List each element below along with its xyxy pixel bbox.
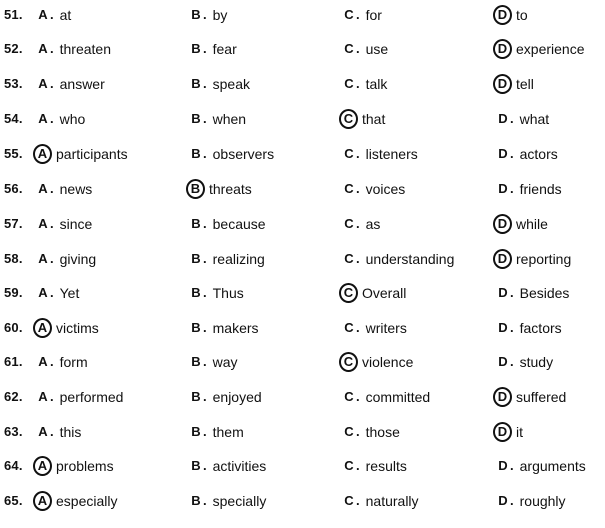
option-letter: D (498, 493, 508, 508)
option-text: since (59, 216, 93, 232)
option-letter: A (38, 7, 48, 22)
option-letter: B (191, 424, 201, 439)
question-row (0, 486, 605, 516)
circled-option-letter: A (33, 491, 52, 511)
option-letter: B (191, 111, 201, 126)
option-text: when (212, 111, 247, 127)
option-text: realizing (212, 251, 265, 267)
option-letter: C (344, 146, 354, 161)
circled-option-letter: D (493, 214, 512, 234)
option-a-selected[interactable] (36, 146, 128, 164)
option-letter: B (191, 251, 201, 266)
option-b[interactable] (189, 354, 238, 372)
option-text: form (59, 354, 88, 370)
option-d-selected[interactable] (496, 389, 566, 407)
question-row (0, 347, 605, 377)
option-text: committed (365, 389, 431, 405)
option-text: especially (56, 493, 118, 509)
circled-option-letter: C (339, 283, 358, 303)
option-d-selected[interactable] (496, 7, 528, 25)
option-dot: . (510, 354, 514, 369)
option-c-selected[interactable] (342, 285, 406, 303)
option-letter: B (191, 41, 201, 56)
option-text: what (519, 111, 550, 127)
option-text: while (516, 216, 548, 232)
option-letter: D (498, 146, 508, 161)
option-text: threaten (59, 41, 111, 57)
option-text: makers (212, 320, 259, 336)
option-dot: . (203, 424, 207, 439)
option-d-selected[interactable] (496, 424, 523, 442)
question-number: 52. (4, 41, 23, 56)
option-text: understanding (365, 251, 455, 267)
option-text: actors (519, 146, 558, 162)
question-row (0, 69, 605, 99)
option-letter: C (344, 389, 354, 404)
option-c[interactable] (342, 216, 380, 234)
option-d[interactable] (496, 111, 549, 129)
option-text: tell (516, 76, 534, 92)
option-dot: . (356, 251, 360, 266)
option-c[interactable] (342, 493, 419, 511)
option-a[interactable] (36, 251, 96, 269)
option-c[interactable] (342, 181, 405, 199)
option-letter: D (498, 285, 508, 300)
option-dot: . (356, 181, 360, 196)
option-dot: . (203, 493, 207, 508)
option-dot: . (50, 216, 54, 231)
option-letter: C (344, 41, 354, 56)
option-b[interactable] (189, 76, 250, 94)
option-text: writers (365, 320, 407, 336)
option-dot: . (356, 493, 360, 508)
question-number: 51. (4, 7, 23, 22)
option-dot: . (50, 181, 54, 196)
option-text: Besides (519, 285, 570, 301)
option-dot: . (356, 7, 360, 22)
option-text: performed (59, 389, 124, 405)
question-number: 62. (4, 389, 23, 404)
option-text: fear (212, 41, 237, 57)
option-c[interactable] (342, 320, 407, 338)
option-b[interactable] (189, 251, 265, 269)
option-dot: . (356, 146, 360, 161)
option-text: them (212, 424, 244, 440)
option-c[interactable] (342, 146, 418, 164)
circled-option-letter: A (33, 456, 52, 476)
option-text: participants (56, 146, 128, 162)
option-b-selected[interactable] (189, 181, 252, 199)
question-number: 54. (4, 111, 23, 126)
option-letter: B (191, 354, 201, 369)
option-letter: D (498, 111, 508, 126)
option-c[interactable] (342, 76, 387, 94)
circled-option-letter: B (186, 179, 205, 199)
option-text: results (365, 458, 407, 474)
circled-option-letter: D (493, 5, 512, 25)
question-number: 59. (4, 285, 23, 300)
option-dot: . (50, 285, 54, 300)
option-d[interactable] (496, 320, 562, 338)
option-letter: A (38, 111, 48, 126)
option-text: violence (362, 354, 414, 370)
option-text: news (59, 181, 93, 197)
option-letter: B (191, 76, 201, 91)
question-number: 56. (4, 181, 23, 196)
option-b[interactable] (189, 458, 266, 476)
option-dot: . (50, 111, 54, 126)
circled-option-letter: D (493, 249, 512, 269)
option-text: who (59, 111, 86, 127)
circled-option-letter: D (493, 74, 512, 94)
question-number: 63. (4, 424, 23, 439)
option-text: Overall (362, 285, 407, 301)
option-text: roughly (519, 493, 566, 509)
circled-option-letter: D (493, 39, 512, 59)
option-letter: A (38, 424, 48, 439)
option-letter: C (344, 424, 354, 439)
option-letter: A (38, 251, 48, 266)
question-row (0, 209, 605, 239)
option-dot: . (356, 76, 360, 91)
option-dot: . (356, 424, 360, 439)
option-a[interactable] (36, 7, 71, 25)
option-dot: . (356, 320, 360, 335)
option-dot: . (510, 320, 514, 335)
option-a[interactable] (36, 41, 111, 59)
option-text: friends (519, 181, 562, 197)
circled-option-letter: D (493, 387, 512, 407)
option-dot: . (510, 146, 514, 161)
question-row (0, 313, 605, 343)
option-d[interactable] (496, 146, 558, 164)
option-text: this (59, 424, 82, 440)
option-text: Thus (212, 285, 244, 301)
option-text: voices (365, 181, 406, 197)
option-letter: A (38, 181, 48, 196)
question-number: 58. (4, 251, 23, 266)
option-dot: . (203, 320, 207, 335)
circled-option-letter: D (493, 422, 512, 442)
option-dot: . (203, 41, 207, 56)
option-dot: . (510, 285, 514, 300)
option-text: suffered (516, 389, 567, 405)
option-text: study (519, 354, 554, 370)
option-dot: . (356, 216, 360, 231)
option-a[interactable] (36, 181, 92, 199)
option-c[interactable] (342, 458, 407, 476)
question-number: 60. (4, 320, 23, 335)
option-letter: C (344, 493, 354, 508)
option-b[interactable] (189, 389, 262, 407)
option-text: giving (59, 251, 97, 267)
option-c[interactable] (342, 41, 388, 59)
option-c-selected[interactable] (342, 354, 413, 372)
option-d[interactable] (496, 493, 566, 511)
option-dot: . (203, 251, 207, 266)
option-text: problems (56, 458, 114, 474)
option-b[interactable] (189, 424, 244, 442)
option-letter: B (191, 458, 201, 473)
question-number: 64. (4, 458, 23, 473)
option-b[interactable] (189, 111, 246, 129)
option-dot: . (50, 354, 54, 369)
option-dot: . (50, 389, 54, 404)
option-dot: . (203, 7, 207, 22)
option-text: by (212, 7, 228, 23)
option-a-selected[interactable] (36, 320, 99, 338)
option-text: use (365, 41, 389, 57)
option-a-selected[interactable] (36, 458, 114, 476)
question-row (0, 174, 605, 204)
option-dot: . (50, 424, 54, 439)
option-dot: . (50, 251, 54, 266)
option-text: observers (212, 146, 275, 162)
option-dot: . (356, 41, 360, 56)
option-dot: . (356, 458, 360, 473)
option-dot: . (510, 111, 514, 126)
option-text: enjoyed (212, 389, 262, 405)
option-letter: A (38, 76, 48, 91)
option-letter: B (191, 493, 201, 508)
option-letter: D (498, 320, 508, 335)
option-dot: . (50, 41, 54, 56)
option-a[interactable] (36, 111, 85, 129)
option-letter: A (38, 354, 48, 369)
question-row (0, 382, 605, 412)
option-text: to (516, 7, 528, 23)
option-a[interactable] (36, 354, 88, 372)
option-letter: C (344, 76, 354, 91)
option-letter: A (38, 389, 48, 404)
option-a[interactable] (36, 389, 123, 407)
option-letter: C (344, 216, 354, 231)
question-row (0, 0, 605, 30)
option-d[interactable] (496, 354, 553, 372)
option-b[interactable] (189, 320, 259, 338)
option-c-selected[interactable] (342, 111, 385, 129)
option-dot: . (203, 76, 207, 91)
option-b[interactable] (189, 146, 274, 164)
option-text: speak (212, 76, 250, 92)
option-d-selected[interactable] (496, 216, 548, 234)
option-letter: B (191, 7, 201, 22)
option-text: listeners (365, 146, 418, 162)
option-b[interactable] (189, 216, 266, 234)
option-letter: C (344, 458, 354, 473)
option-letter: D (498, 354, 508, 369)
option-text: threats (209, 181, 252, 197)
option-d[interactable] (496, 458, 586, 476)
option-a-selected[interactable] (36, 493, 117, 511)
option-dot: . (203, 216, 207, 231)
question-row (0, 104, 605, 134)
option-b[interactable] (189, 7, 227, 25)
option-text: reporting (516, 251, 572, 267)
option-dot: . (50, 76, 54, 91)
question-row (0, 139, 605, 169)
option-dot: . (50, 7, 54, 22)
option-text: activities (212, 458, 267, 474)
option-letter: C (344, 181, 354, 196)
option-c[interactable] (342, 424, 400, 442)
option-text: factors (519, 320, 562, 336)
option-text: as (365, 216, 381, 232)
option-text: Yet (59, 285, 80, 301)
option-letter: B (191, 389, 201, 404)
option-d-selected[interactable] (496, 76, 534, 94)
option-text: victims (56, 320, 99, 336)
circled-option-letter: A (33, 144, 52, 164)
circled-option-letter: C (339, 109, 358, 129)
option-b[interactable] (189, 41, 237, 59)
option-text: specially (212, 493, 267, 509)
option-d[interactable] (496, 285, 569, 303)
option-text: way (212, 354, 238, 370)
option-letter: B (191, 285, 201, 300)
option-dot: . (203, 285, 207, 300)
option-c[interactable] (342, 7, 382, 25)
option-text: experience (516, 41, 585, 57)
option-dot: . (203, 111, 207, 126)
option-dot: . (203, 146, 207, 161)
option-letter: A (38, 41, 48, 56)
question-number: 61. (4, 354, 23, 369)
option-a[interactable] (36, 76, 105, 94)
option-text: those (365, 424, 400, 440)
option-dot: . (203, 389, 207, 404)
question-row (0, 278, 605, 308)
option-letter: B (191, 216, 201, 231)
option-text: answer (59, 76, 105, 92)
option-dot: . (510, 493, 514, 508)
option-c[interactable] (342, 251, 454, 269)
question-row (0, 451, 605, 481)
question-number: 55. (4, 146, 23, 161)
option-b[interactable] (189, 285, 244, 303)
question-row (0, 244, 605, 274)
option-letter: C (344, 320, 354, 335)
option-letter: D (498, 181, 508, 196)
option-letter: C (344, 251, 354, 266)
option-d[interactable] (496, 181, 562, 199)
option-d-selected[interactable] (496, 251, 571, 269)
option-dot: . (510, 181, 514, 196)
option-text: talk (365, 76, 388, 92)
option-text: it (516, 424, 523, 440)
option-dot: . (203, 458, 207, 473)
option-dot: . (203, 354, 207, 369)
option-text: for (365, 7, 382, 23)
option-letter: C (344, 7, 354, 22)
option-text: arguments (519, 458, 586, 474)
question-row (0, 34, 605, 64)
option-d-selected[interactable] (496, 41, 585, 59)
option-letter: A (38, 285, 48, 300)
option-text: because (212, 216, 266, 232)
circled-option-letter: C (339, 352, 358, 372)
option-a[interactable] (36, 285, 79, 303)
option-a[interactable] (36, 424, 81, 442)
option-letter: B (191, 146, 201, 161)
option-text: that (362, 111, 386, 127)
option-text: at (59, 7, 72, 23)
option-letter: A (38, 216, 48, 231)
option-dot: . (356, 389, 360, 404)
question-row (0, 417, 605, 447)
question-number: 57. (4, 216, 23, 231)
option-c[interactable] (342, 389, 430, 407)
option-letter: B (191, 320, 201, 335)
circled-option-letter: A (33, 318, 52, 338)
option-a[interactable] (36, 216, 92, 234)
question-number: 65. (4, 493, 23, 508)
option-text: naturally (365, 493, 419, 509)
option-letter: D (498, 458, 508, 473)
question-number: 53. (4, 76, 23, 91)
option-dot: . (510, 458, 514, 473)
option-b[interactable] (189, 493, 266, 511)
